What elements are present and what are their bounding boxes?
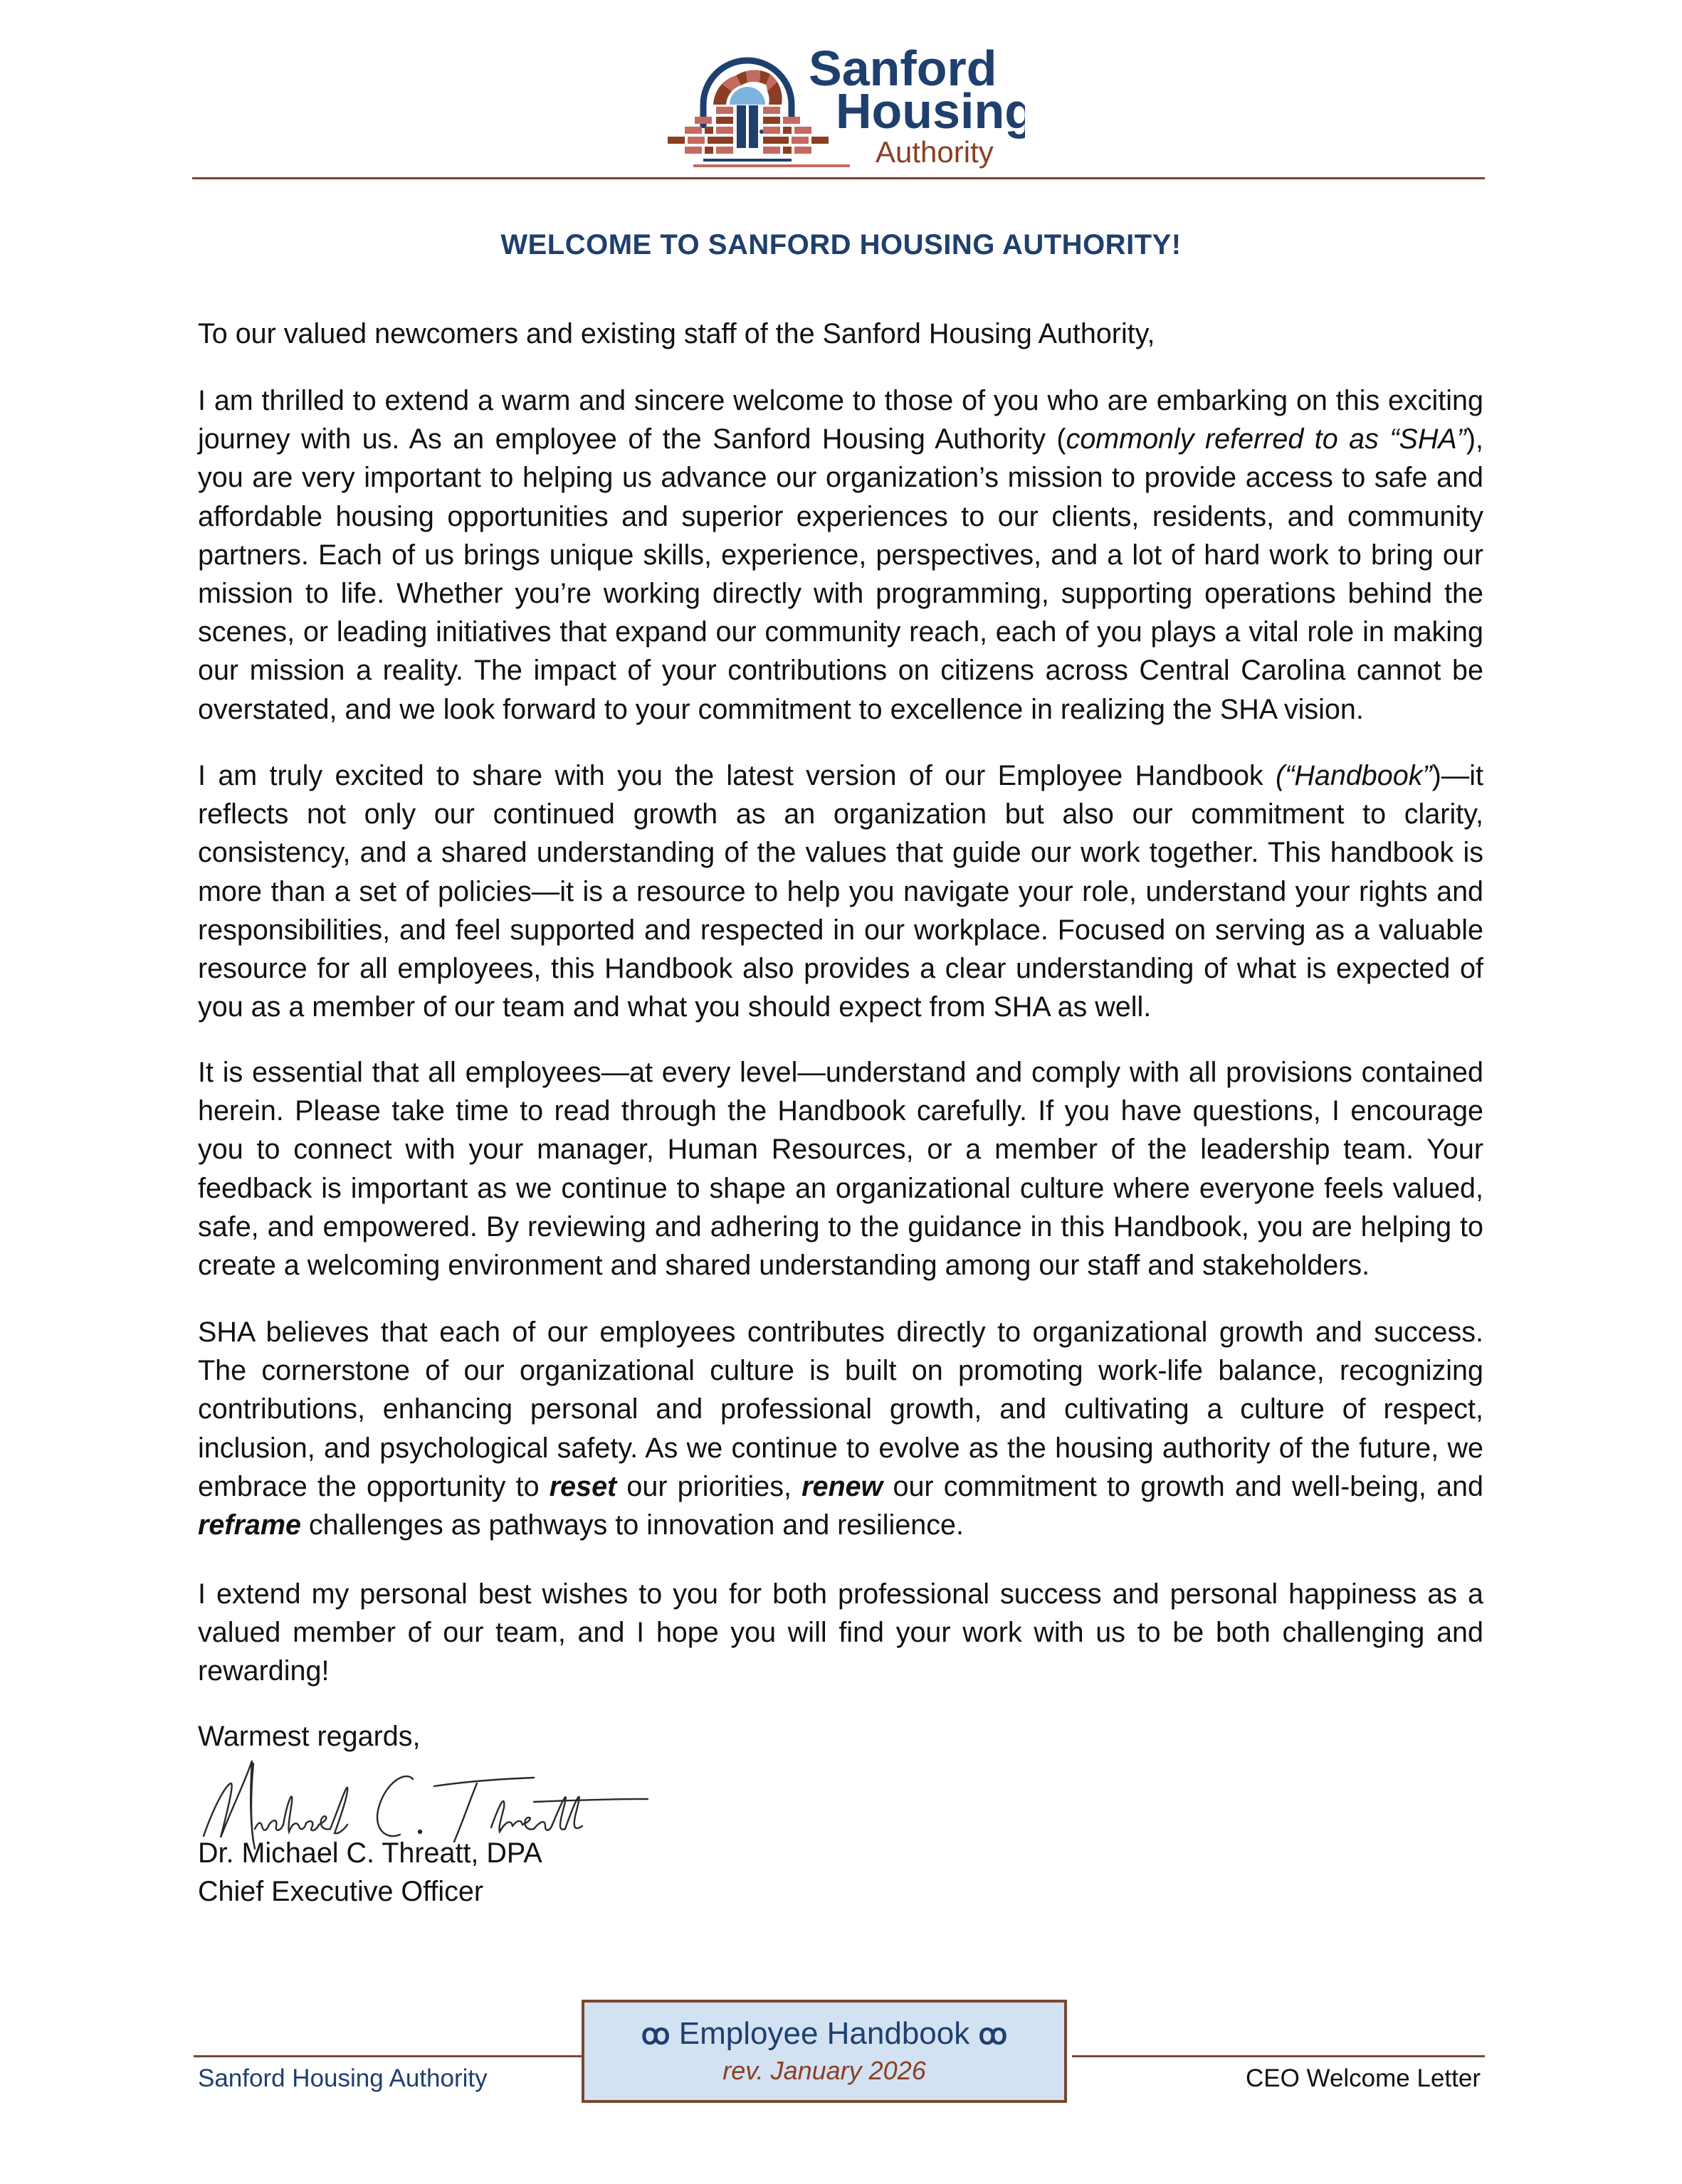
signer-title: Chief Executive Officer	[198, 1876, 484, 1907]
paragraph-text: I am thrilled to extend a warm and sincere welcome to those of you who are embarking on this exciting journey with us. As an employee of the Sanford Housing Authority (	[198, 385, 1483, 455]
handbook-title-text: Employee Handbook	[678, 2016, 970, 2051]
letter-paragraph-3	[198, 1053, 1483, 1284]
footer-organization-name: Sanford Housing Authority	[198, 2064, 488, 2092]
footer-divider-right	[1072, 2055, 1485, 2057]
logo-text-housing: Housing	[836, 83, 1025, 139]
paragraph-text: It is essential that all employees—at every level—understand and comply with all provisions contained herein. Please take time to read through the Handbook carefully. If you have questions, I encourage you to connect with your manager, Human Resources, or a member of the leadership team. Your feedback is important as we continue to shape an organizational culture where everyone feels valued, safe, and empowered. By reviewing and adhering to the guidance in this Handbook, you are helping to create a welcoming environment and shared understanding among our staff and stakeholders.	[198, 1057, 1483, 1282]
paragraph-italic-text: (“Handbook”	[1276, 760, 1432, 791]
page-title: WELCOME TO SANFORD HOUSING AUTHORITY!	[500, 229, 1182, 260]
paragraph-text: SHA believes that each of our employees contributes directly to organizational growth and success. The cornerstone of our organizational culture is built on promoting work-life balance, recognizing contributions, enhancing personal and professional growth, and cultivating a culture of respect, inclusion, and psychological safety. As we continue to evolve as the housing authority of the future, we embrace the opportunity to	[198, 1317, 1483, 1502]
emphasis-renew: renew	[801, 1470, 883, 1502]
letter-paragraph-1	[198, 381, 1483, 729]
sanford-housing-authority-logo	[662, 37, 1025, 169]
handbook-title	[584, 2014, 1064, 2054]
ornament-left-icon: ꝏ	[641, 2019, 671, 2050]
paragraph-text: I extend my personal best wishes to you for both professional success and personal happiness as a valued member of our team, and I hope you will find your work with us to be both challenging and rewarding!	[198, 1578, 1483, 1687]
letter-paragraph-5	[198, 1575, 1483, 1691]
brick-arch-window-icon	[662, 37, 1025, 169]
emphasis-reset: reset	[549, 1470, 617, 1502]
emphasis-reframe: reframe	[198, 1509, 301, 1541]
logo-text-sanford: Sanford	[809, 41, 997, 96]
letter-greeting	[198, 315, 1483, 353]
letter-paragraph-4	[198, 1313, 1483, 1544]
letter-closing: Warmest regards,	[198, 1721, 421, 1752]
paragraph-text: our commitment to growth and well-being, and	[883, 1470, 1483, 1502]
letter-paragraph-2	[198, 756, 1483, 1026]
paragraph-text: ), you are very important to helping us advance our organization’s mission to provide access to safe and affordable housing opportunities and superior experiences to our clients, residents, and community partners. Each of us brings unique skills, experience, perspectives, and a lot of hard work to bring our mission to life. Whether you’re working directly with programming, supporting operations behind the scenes, or leading initiatives that expand our community reach, each of you plays a vital role in making our mission a reality. The impact of your contributions on citizens across Central Carolina cannot be overstated, and we look forward to your commitment to excellence in realizing the SHA vision.	[198, 423, 1483, 725]
handbook-title-box	[582, 2000, 1067, 2103]
paragraph-text: )—it reflects not only our continued growth as an organization but also our commitment to clarity, consistency, and a shared understanding of the values that guide our work together. This handbook is more than a set of policies—it is a resource to help you navigate your role, understand your rights and responsibilities, and feel supported and respected in our workplace. Focused on serving as a valuable resource for all employees, this Handbook also provides a clear understanding of what is expected of you as a member of our team and what you should expect from SHA as well.	[198, 760, 1483, 1023]
handbook-revision: rev. January 2026	[722, 2056, 926, 2085]
header-divider	[192, 177, 1485, 179]
signer-name: Dr. Michael C. Threatt, DPA	[198, 1837, 542, 1869]
paragraph-text: challenges as pathways to innovation and resilience.	[300, 1509, 964, 1541]
paragraph-text: our priorities,	[616, 1470, 802, 1502]
footer-divider-left	[194, 2055, 585, 2057]
logo-text-authority: Authority	[876, 135, 994, 169]
footer-section-name: CEO Welcome Letter	[1245, 2064, 1481, 2092]
greeting-text: To our valued newcomers and existing staff of the Sanford Housing Authority,	[198, 318, 1155, 349]
paragraph-text: I am truly excited to share with you the latest version of our Employee Handbook	[198, 760, 1276, 791]
ornament-right-icon: ꝏ	[978, 2019, 1008, 2050]
paragraph-italic-text: commonly referred to as “SHA”	[1066, 423, 1466, 455]
